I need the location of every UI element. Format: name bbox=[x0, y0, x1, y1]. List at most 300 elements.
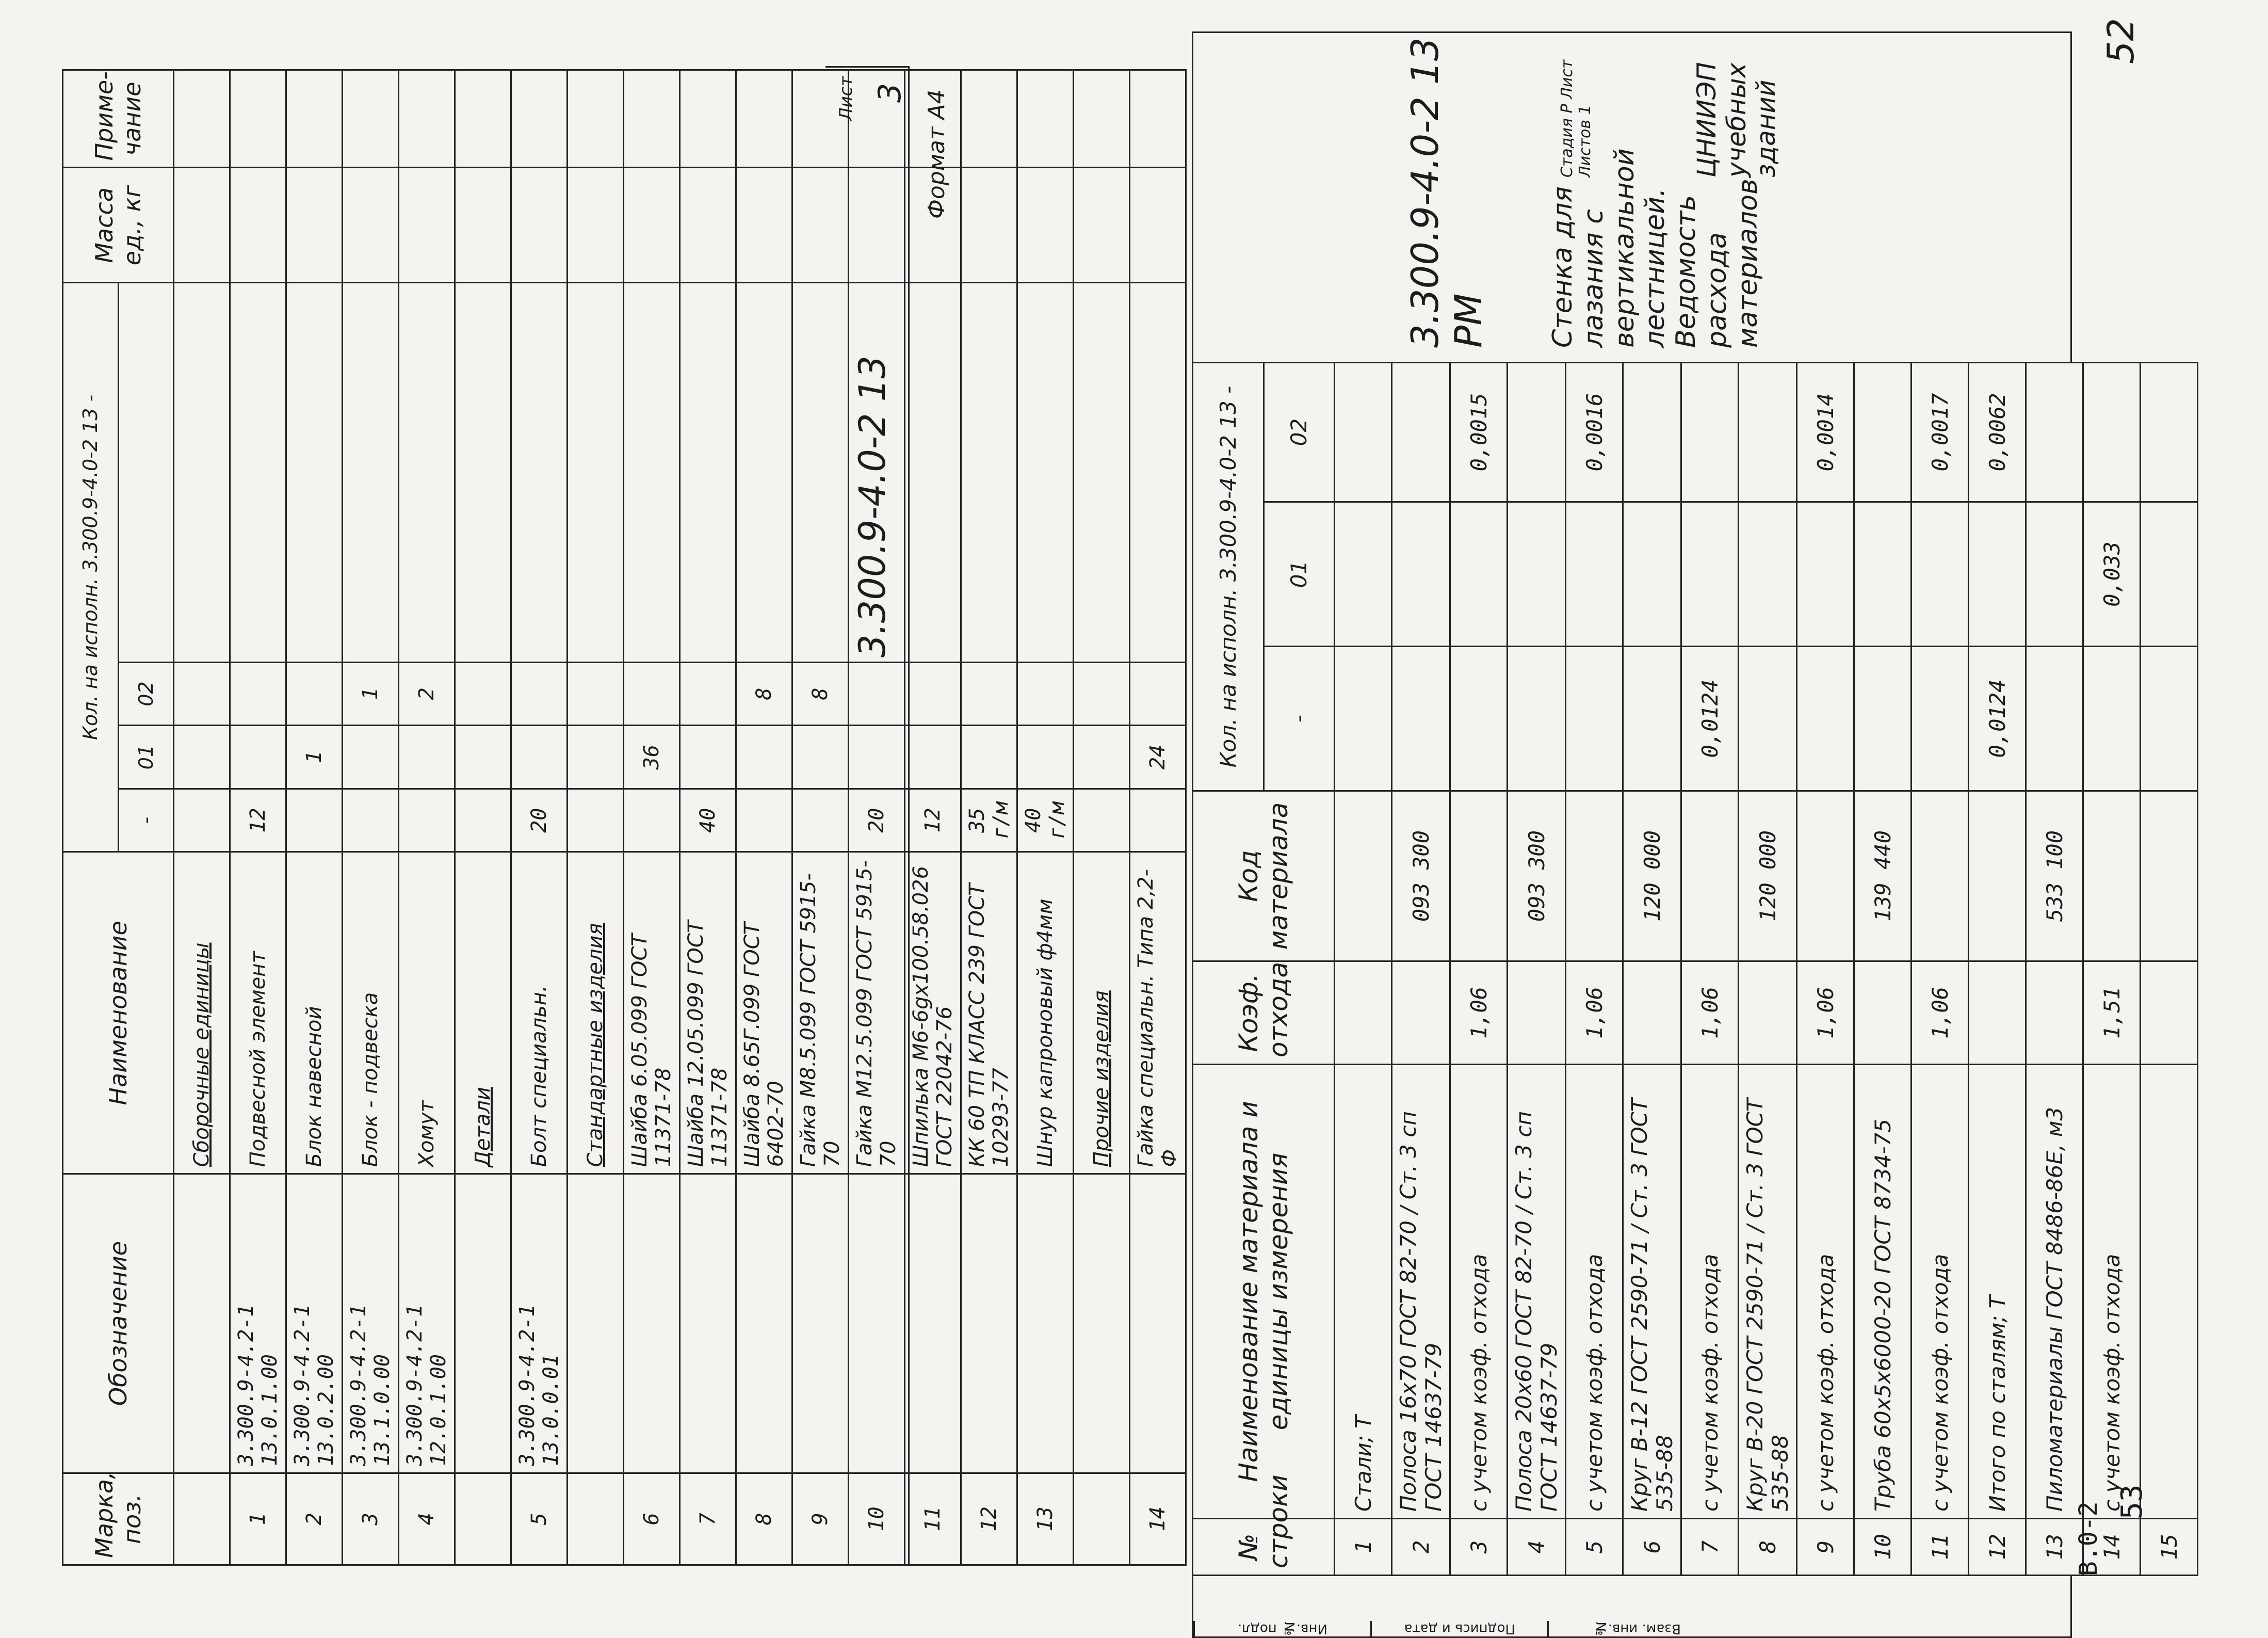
col-mark: Марка, поз. bbox=[63, 1473, 174, 1565]
row-qty-01: 24 bbox=[1130, 726, 1186, 789]
row-qty-01 bbox=[1969, 502, 2026, 647]
row-coef bbox=[2026, 961, 2083, 1065]
row-name: Подвесной элемент bbox=[230, 852, 286, 1174]
table-row bbox=[230, 70, 286, 1565]
row-coef bbox=[1392, 961, 1450, 1065]
row-designation: 3.300.9-4.2-1 13.0.1.00 bbox=[230, 1174, 286, 1473]
row-designation bbox=[1017, 1174, 1074, 1473]
row-qty-01 bbox=[2141, 502, 2198, 647]
row-qty-01: 36 bbox=[624, 726, 680, 789]
row-mark: 4 bbox=[399, 1473, 455, 1565]
row-qty-dash bbox=[1797, 647, 1854, 791]
col-qty-02-right: 02 bbox=[1263, 363, 1335, 502]
row-qty-dash bbox=[1911, 647, 1969, 791]
col-coef: Коэф. отхода bbox=[1193, 961, 1335, 1065]
row-designation: 3.300.9-4.2-1 12.0.1.00 bbox=[399, 1174, 455, 1473]
row-number: 8 bbox=[1739, 1519, 1797, 1576]
table-row bbox=[1392, 363, 1450, 1576]
row-qty-02: 0,0062 bbox=[1969, 363, 2026, 502]
row-name: Гайка специальн. Типа 2,2-Ф bbox=[1130, 852, 1186, 1174]
row-qty-01: 1 bbox=[286, 726, 343, 789]
row-qty-02 bbox=[174, 662, 230, 726]
row-code: 120 000 bbox=[1739, 791, 1797, 961]
row-material: Труба 60x5x6000-20 ГОСТ 8734-75 bbox=[1854, 1065, 1911, 1519]
row-qty-dash bbox=[455, 789, 511, 852]
row-qty-01 bbox=[511, 726, 568, 789]
row-qty-02 bbox=[1854, 363, 1911, 502]
col-qty-01: 01 bbox=[118, 726, 174, 789]
stage-value: Р bbox=[1558, 104, 1576, 114]
side-stamp bbox=[1192, 1575, 2072, 1638]
title-block-stage-row bbox=[1558, 0, 1594, 178]
row-name: Шнур капроновый ф4мм bbox=[1017, 852, 1074, 1174]
row-material: Круг В-12 ГОСТ 2590-71 / Ст. 3 ГОСТ 535-88 bbox=[1623, 1065, 1681, 1519]
row-note bbox=[568, 70, 624, 168]
row-qty-02: 0,0016 bbox=[1566, 363, 1623, 502]
col-note: Приме-чание bbox=[63, 70, 174, 168]
table-row bbox=[2083, 363, 2141, 1576]
row-qty-01 bbox=[1508, 502, 1566, 647]
sheet-label: Лист bbox=[1558, 59, 1576, 99]
row-designation bbox=[905, 1174, 961, 1473]
row-coef: 1,06 bbox=[1797, 961, 1854, 1065]
left-title-code: 3.300.9-4.0-2 13 bbox=[851, 356, 894, 657]
row-qty-dash: 40 bbox=[680, 789, 736, 852]
table-row bbox=[455, 70, 511, 1565]
row-mass bbox=[624, 168, 680, 283]
row-qty-dash bbox=[1450, 647, 1508, 791]
row-qty-dash: 20 bbox=[511, 789, 568, 852]
row-qty-02 bbox=[286, 662, 343, 726]
row-qty-01 bbox=[1854, 502, 1911, 647]
row-note bbox=[680, 70, 736, 168]
row-qty-dash bbox=[2026, 647, 2083, 791]
row-qty-02 bbox=[1017, 662, 1074, 726]
row-qty-01 bbox=[399, 726, 455, 789]
materials-table bbox=[1192, 362, 2198, 1576]
row-coef: 1,51 bbox=[2083, 961, 2141, 1065]
row-name: Шайба 8.65Г.099 ГОСТ 6402-70 bbox=[736, 852, 792, 1174]
row-name: Прочие изделия bbox=[1074, 852, 1130, 1174]
row-qty-dash bbox=[2141, 647, 2198, 791]
row-material: Круг В-20 ГОСТ 2590-71 / Ст. 3 ГОСТ 535-88 bbox=[1739, 1065, 1797, 1519]
page-number: 52 bbox=[2100, 18, 2142, 64]
row-qty-dash bbox=[1335, 647, 1392, 791]
row-material: с учетом коэф. отхода bbox=[2083, 1065, 2141, 1519]
col-row-no: № строки bbox=[1193, 1519, 1335, 1576]
row-note bbox=[174, 70, 230, 168]
row-qty-02: 2 bbox=[399, 662, 455, 726]
row-qty-02 bbox=[1335, 363, 1392, 502]
row-qty-blank bbox=[680, 283, 736, 662]
row-qty-dash bbox=[624, 789, 680, 852]
row-material: с учетом коэф. отхода bbox=[1450, 1065, 1508, 1519]
row-qty-02 bbox=[230, 662, 286, 726]
row-mark: 8 bbox=[736, 1473, 792, 1565]
row-coef bbox=[1739, 961, 1797, 1065]
row-note bbox=[286, 70, 343, 168]
row-mass bbox=[568, 168, 624, 283]
row-mass bbox=[174, 168, 230, 283]
footer-code: В.0-2 bbox=[2074, 1501, 2103, 1576]
row-name: Шпилька М6-6gx100.58.026 ГОСТ 22042-76 bbox=[905, 852, 961, 1174]
table-row bbox=[1797, 363, 1854, 1576]
row-number: 13 bbox=[2026, 1519, 2083, 1576]
row-mass bbox=[286, 168, 343, 283]
table-row bbox=[905, 70, 961, 1565]
row-number: 6 bbox=[1623, 1519, 1681, 1576]
row-qty-dash bbox=[2083, 647, 2141, 791]
row-designation bbox=[174, 1174, 230, 1473]
left-format: Формат А4 bbox=[924, 89, 950, 219]
title-block-code: 3.300.9-4.0-2 13 РМ bbox=[1403, 37, 1490, 348]
col-designation: Обозначение bbox=[63, 1174, 174, 1473]
row-designation bbox=[961, 1174, 1017, 1473]
row-code: 120 000 bbox=[1623, 791, 1681, 961]
row-designation bbox=[568, 1174, 624, 1473]
row-qty-01 bbox=[1911, 502, 1969, 647]
row-material: Полоса 20x60 ГОСТ 82-70 / Ст. 3 сп ГОСТ 14637-79 bbox=[1508, 1065, 1566, 1519]
row-code: 093 300 bbox=[1508, 791, 1566, 961]
title-block-org: ЦНИИЭП учебных зданий bbox=[1692, 62, 1781, 178]
row-qty-02 bbox=[2026, 363, 2083, 502]
footer-number: 53 bbox=[2115, 1484, 2149, 1519]
left-title-strip bbox=[825, 66, 910, 1566]
row-qty-01 bbox=[680, 726, 736, 789]
row-qty-01 bbox=[568, 726, 624, 789]
row-mass bbox=[736, 168, 792, 283]
row-number: 4 bbox=[1508, 1519, 1566, 1576]
row-name: КК 60 ТП КЛАСС 239 ГОСТ 10293-77 bbox=[961, 852, 1017, 1174]
row-material: Пиломатериалы ГОСТ 8486-86Е, м3 bbox=[2026, 1065, 2083, 1519]
row-qty-02: 0,0014 bbox=[1797, 363, 1854, 502]
row-qty-01 bbox=[230, 726, 286, 789]
row-name: Сборочные единицы bbox=[174, 852, 230, 1174]
row-mass bbox=[1017, 168, 1074, 283]
table-row bbox=[2141, 363, 2198, 1576]
side-stamp-inv: Инв.№ подл. bbox=[1193, 1621, 1370, 1636]
sheets-value: 1 bbox=[1576, 105, 1594, 115]
row-mark: 14 bbox=[1130, 1473, 1186, 1565]
table-row bbox=[736, 70, 792, 1565]
row-qty-01: 0,033 bbox=[2083, 502, 2141, 647]
row-mass bbox=[343, 168, 399, 283]
sheets-label: Листов bbox=[1576, 119, 1594, 178]
right-sheet-rotated bbox=[1083, 0, 2182, 1638]
table-row bbox=[399, 70, 455, 1565]
row-note bbox=[399, 70, 455, 168]
row-qty-01 bbox=[1623, 502, 1681, 647]
row-qty-02 bbox=[1623, 363, 1681, 502]
row-material: Полоса 16x70 ГОСТ 82-70 / Ст. 3 сп ГОСТ 14637-79 bbox=[1392, 1065, 1450, 1519]
row-mark bbox=[455, 1473, 511, 1565]
row-name: Шайба 12.05.099 ГОСТ 11371-78 bbox=[680, 852, 736, 1174]
row-mass bbox=[230, 168, 286, 283]
row-mass bbox=[961, 168, 1017, 283]
row-number: 1 bbox=[1335, 1519, 1392, 1576]
row-qty-dash bbox=[399, 789, 455, 852]
col-qty-blank bbox=[118, 283, 174, 662]
col-material: Наименование материала и единицы измерения bbox=[1193, 1065, 1335, 1519]
row-qty-dash: 12 bbox=[230, 789, 286, 852]
row-qty-01 bbox=[1392, 502, 1450, 647]
row-qty-02 bbox=[2083, 363, 2141, 502]
row-qty-blank bbox=[230, 283, 286, 662]
row-material: с учетом коэф. отхода bbox=[1797, 1065, 1854, 1519]
row-coef: 1,06 bbox=[1681, 961, 1739, 1065]
row-qty-dash bbox=[1392, 647, 1450, 791]
col-qty-header-right: Кол. на исполн. 3.300.9-4.0-2 13 - bbox=[1193, 363, 1264, 791]
row-coef bbox=[1854, 961, 1911, 1065]
table-row bbox=[1739, 363, 1797, 1576]
row-designation: 3.300.9-4.2-1 13.0.0.01 bbox=[511, 1174, 568, 1473]
row-number: 10 bbox=[1854, 1519, 1911, 1576]
row-number: 12 bbox=[1969, 1519, 2026, 1576]
row-qty-dash bbox=[1623, 647, 1681, 791]
row-code bbox=[1450, 791, 1508, 961]
row-qty-dash: 0,0124 bbox=[1681, 647, 1739, 791]
stage-label: Стадия bbox=[1558, 118, 1576, 178]
table-row bbox=[511, 70, 568, 1565]
row-number: 7 bbox=[1681, 1519, 1739, 1576]
table-row bbox=[1911, 363, 1969, 1576]
row-qty-dash bbox=[174, 789, 230, 852]
table-row bbox=[1681, 363, 1739, 1576]
row-qty-02 bbox=[624, 662, 680, 726]
row-qty-dash bbox=[1739, 647, 1797, 791]
row-note bbox=[961, 70, 1017, 168]
row-coef: 1,06 bbox=[1911, 961, 1969, 1065]
table-row bbox=[1335, 363, 1392, 1576]
row-qty-01 bbox=[1681, 502, 1739, 647]
row-code bbox=[1681, 791, 1739, 961]
row-coef bbox=[1335, 961, 1392, 1065]
row-qty-blank bbox=[1017, 283, 1074, 662]
row-qty-blank bbox=[905, 283, 961, 662]
row-number: 14 bbox=[2083, 1519, 2141, 1576]
row-name: Гайка М12.5.099 ГОСТ 5915-70 bbox=[849, 852, 905, 1174]
row-qty-01 bbox=[1017, 726, 1074, 789]
row-material: с учетом коэф. отхода bbox=[1681, 1065, 1739, 1519]
row-qty-01 bbox=[455, 726, 511, 789]
row-number: 15 bbox=[2141, 1519, 2198, 1576]
row-qty-blank bbox=[736, 283, 792, 662]
row-qty-02 bbox=[1392, 363, 1450, 502]
row-name: Блок навесной bbox=[286, 852, 343, 1174]
row-qty-02 bbox=[1508, 363, 1566, 502]
row-qty-02 bbox=[1739, 363, 1797, 502]
row-qty-02 bbox=[1681, 363, 1739, 502]
row-mass bbox=[455, 168, 511, 283]
row-qty-dash: 20 bbox=[849, 789, 905, 852]
table-row bbox=[1566, 363, 1623, 1576]
row-designation bbox=[624, 1174, 680, 1473]
row-material: Итого по сталям; Т bbox=[1969, 1065, 2026, 1519]
row-designation bbox=[455, 1174, 511, 1473]
row-qty-02: 8 bbox=[792, 662, 849, 726]
row-qty-dash bbox=[343, 789, 399, 852]
row-note bbox=[455, 70, 511, 168]
row-qty-dash bbox=[1854, 647, 1911, 791]
table-row bbox=[1969, 363, 2026, 1576]
row-mark bbox=[568, 1473, 624, 1565]
row-qty-01 bbox=[905, 726, 961, 789]
row-code bbox=[1566, 791, 1623, 961]
row-material: с учетом коэф. отхода bbox=[1911, 1065, 1969, 1519]
table-row bbox=[1017, 70, 1074, 1565]
left-sheet-number: 3 bbox=[872, 83, 908, 103]
table-row bbox=[680, 70, 736, 1565]
row-qty-01 bbox=[1335, 502, 1392, 647]
row-qty-02 bbox=[961, 662, 1017, 726]
row-qty-blank bbox=[286, 283, 343, 662]
row-name: Блок - подвеска bbox=[343, 852, 399, 1174]
row-qty-02 bbox=[568, 662, 624, 726]
row-code bbox=[1911, 791, 1969, 961]
side-stamp-sign: Подпись и дата bbox=[1370, 1621, 1547, 1636]
row-code bbox=[2141, 791, 2198, 961]
row-note bbox=[736, 70, 792, 168]
row-qty-blank bbox=[399, 283, 455, 662]
row-qty-blank bbox=[511, 283, 568, 662]
row-mark: 6 bbox=[624, 1473, 680, 1565]
row-mark: 7 bbox=[680, 1473, 736, 1565]
row-name: Хомут bbox=[399, 852, 455, 1174]
row-mark: 3 bbox=[343, 1473, 399, 1565]
row-coef: 1,06 bbox=[1566, 961, 1623, 1065]
row-number: 9 bbox=[1797, 1519, 1854, 1576]
row-qty-02 bbox=[905, 662, 961, 726]
row-coef bbox=[1508, 961, 1566, 1065]
table-row bbox=[1450, 363, 1508, 1576]
table-row bbox=[1854, 363, 1911, 1576]
row-number: 5 bbox=[1566, 1519, 1623, 1576]
row-code bbox=[1969, 791, 2026, 961]
row-note bbox=[511, 70, 568, 168]
row-mark: 9 bbox=[792, 1473, 849, 1565]
col-code: Код материала bbox=[1193, 791, 1335, 961]
row-qty-blank bbox=[174, 283, 230, 662]
table-row bbox=[1508, 363, 1566, 1576]
table-row bbox=[624, 70, 680, 1565]
row-qty-dash bbox=[286, 789, 343, 852]
row-material: с учетом коэф. отхода bbox=[1566, 1065, 1623, 1519]
row-qty-dash bbox=[1508, 647, 1566, 791]
row-qty-dash: 12 bbox=[905, 789, 961, 852]
right-sheet bbox=[1083, 0, 2182, 1638]
row-mark: 13 bbox=[1017, 1473, 1074, 1565]
row-qty-dash: 35 г/м bbox=[961, 789, 1017, 852]
specification-table bbox=[62, 69, 1187, 1566]
row-designation: 3.300.9-4.2-1 13.1.0.00 bbox=[343, 1174, 399, 1473]
row-code: 533 100 bbox=[2026, 791, 2083, 961]
col-qty-02: 02 bbox=[118, 662, 174, 726]
row-code bbox=[2083, 791, 2141, 961]
row-code bbox=[1797, 791, 1854, 961]
row-mass bbox=[680, 168, 736, 283]
row-qty-02 bbox=[511, 662, 568, 726]
left-sheet-label: Лист bbox=[836, 76, 856, 121]
row-mark: 5 bbox=[511, 1473, 568, 1565]
row-qty-01 bbox=[961, 726, 1017, 789]
row-designation: 3.300.9-4.2-1 13.0.2.00 bbox=[286, 1174, 343, 1473]
col-qty-01-right: 01 bbox=[1263, 502, 1335, 647]
row-qty-02 bbox=[2141, 363, 2198, 502]
row-qty-01 bbox=[343, 726, 399, 789]
row-designation bbox=[680, 1174, 736, 1473]
row-name: Болт специальн. bbox=[511, 852, 568, 1174]
table-row bbox=[568, 70, 624, 1565]
col-qty-header: Кол. на исполн. 3.300.9-4.0-2 13 - bbox=[63, 283, 119, 852]
row-mass bbox=[399, 168, 455, 283]
row-material: Стали; Т bbox=[1335, 1065, 1392, 1519]
row-designation bbox=[736, 1174, 792, 1473]
row-qty-02 bbox=[680, 662, 736, 726]
row-qty-dash bbox=[736, 789, 792, 852]
row-coef bbox=[1623, 961, 1681, 1065]
row-code: 139 440 bbox=[1854, 791, 1911, 961]
row-name: Шайба 6.05.099 ГОСТ 11371-78 bbox=[624, 852, 680, 1174]
row-coef bbox=[2141, 961, 2198, 1065]
row-qty-02: 0,0015 bbox=[1450, 363, 1508, 502]
side-stamp-replace: Взам. инв.№ bbox=[1547, 1621, 1724, 1636]
table-row bbox=[286, 70, 343, 1565]
row-name: Стандартные изделия bbox=[568, 852, 624, 1174]
table-row bbox=[961, 70, 1017, 1565]
row-qty-blank bbox=[343, 283, 399, 662]
row-mark: 10 bbox=[849, 1473, 905, 1565]
row-note bbox=[343, 70, 399, 168]
row-number: 3 bbox=[1450, 1519, 1508, 1576]
row-mark: 1 bbox=[230, 1473, 286, 1565]
row-coef: 1,06 bbox=[1450, 961, 1508, 1065]
row-qty-dash: 40 г/м bbox=[1017, 789, 1074, 852]
row-mark: 11 bbox=[905, 1473, 961, 1565]
table-row bbox=[174, 70, 230, 1565]
row-qty-dash bbox=[568, 789, 624, 852]
row-number: 11 bbox=[1911, 1519, 1969, 1576]
col-qty-dash-right: - bbox=[1263, 647, 1335, 791]
row-qty-dash: 0,0124 bbox=[1969, 647, 2026, 791]
row-qty-01 bbox=[2026, 502, 2083, 647]
title-block-description: Стенка для лазания с вертикальной лестницей. Ведомость расхода материалов bbox=[1547, 148, 1763, 348]
row-qty-01 bbox=[736, 726, 792, 789]
row-qty-01 bbox=[1797, 502, 1854, 647]
col-mass: Масса ед., кг bbox=[63, 168, 174, 283]
row-note bbox=[230, 70, 286, 168]
row-note bbox=[1017, 70, 1074, 168]
row-qty-01 bbox=[1739, 502, 1797, 647]
table-row bbox=[2026, 363, 2083, 1576]
row-mark: 12 bbox=[961, 1473, 1017, 1565]
row-qty-blank bbox=[568, 283, 624, 662]
row-mass bbox=[511, 168, 568, 283]
row-qty-blank bbox=[455, 283, 511, 662]
table-row bbox=[1623, 363, 1681, 1576]
table-row bbox=[343, 70, 399, 1565]
row-qty-blank bbox=[624, 283, 680, 662]
row-qty-blank bbox=[961, 283, 1017, 662]
row-code bbox=[1335, 791, 1392, 961]
row-note bbox=[624, 70, 680, 168]
row-mark bbox=[174, 1473, 230, 1565]
row-qty-02: 0,0017 bbox=[1911, 363, 1969, 502]
row-code: 093 300 bbox=[1392, 791, 1450, 961]
row-qty-01 bbox=[1566, 502, 1623, 647]
col-name: Наименование bbox=[63, 852, 174, 1174]
row-qty-01 bbox=[1450, 502, 1508, 647]
row-coef bbox=[1969, 961, 2026, 1065]
